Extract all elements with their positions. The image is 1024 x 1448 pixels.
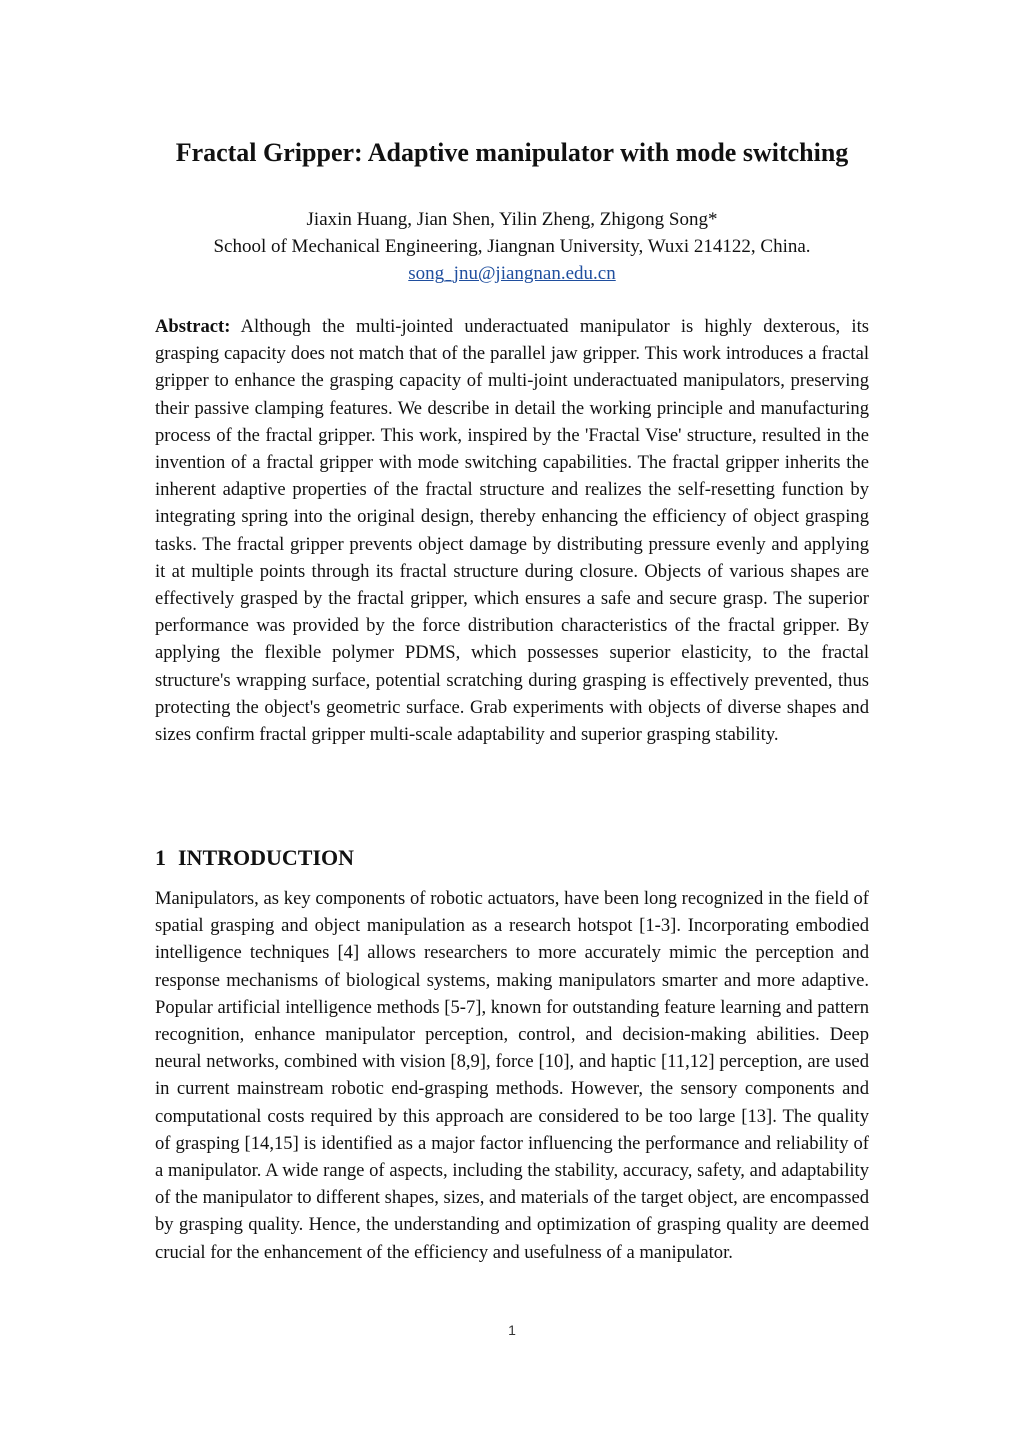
paper-title: Fractal Gripper: Adaptive manipulator with mode switching [175, 138, 849, 167]
page-number: 1 [508, 1322, 516, 1338]
email-link[interactable]: song_jnu@jiangnan.edu.cn [408, 263, 616, 284]
author-affiliation: School of Mechanical Engineering, Jiangnan University, Wuxi 214122, China. [213, 236, 811, 257]
abstract [155, 313, 869, 748]
section-heading-introduction [155, 843, 354, 873]
abstract-label: Abstract: [155, 316, 231, 337]
section-number: 1 [155, 845, 166, 870]
section-title: INTRODUCTION [178, 845, 355, 870]
abstract-text: Although the multi-jointed underactuated manipulator is highly dexterous, its grasping capacity does not match that of the parallel jaw gripper. This work introduces a fractal gripper to enhance the grasping capacity of multi-joint underactuated manipulators, preserving their passive clamping features. We describe in detail the working principle and manufacturing process of the fractal gripper. This work, inspired by the 'Fractal Vise' structure, resulted in the invention of a fractal gripper with mode switching capabilities. The fractal gripper inherits the inherent adaptive properties of the fractal structure and realizes the self-resetting function by integrating spring into the original design, thereby enhancing the efficiency of object grasping tasks. The fractal gripper prevents object damage by distributing pressure evenly and applying it at multiple points through its fractal structure during closure. Objects of various shapes are effectively grasped by the fractal gripper, which ensures a safe and secure grasp. The superior performance was provided by the force distribution characteristics of the fractal gripper. By applying the flexible polymer PDMS, which possesses superior elasticity, to the fractal structure's wrapping surface, potential scratching during grasping is effectively prevented, thus protecting the object's geometric surface. Grab experiments with objects of diverse shapes and sizes confirm fractal gripper multi-scale adaptability and superior grasping stability. [155, 316, 869, 746]
contact-email [0, 261, 1024, 287]
introduction-paragraph: Manipulators, as key components of robotic actuators, have been long recognized in the field of spatial grasping and object manipulation as a research hotspot [1-3]. Incorporating embodied intelligence techniques [4] allows researchers to more accurately mimic the perception and response mechanisms of biological systems, making manipulators smarter and more adaptive. Popular artificial intelligence methods [5-7], known for outstanding feature learning and pattern recognition, enhance manipulator perception, control, and decision-making abilities. Deep neural networks, combined with vision [8,9], force [10], and haptic [11,12] perception, are used in current mainstream robotic end-grasping methods. However, the sensory components and computational costs required by this approach are considered to be too large [13]. The quality of grasping [14,15] is identified as a major factor influencing the performance and reliability of a manipulator. A wide range of aspects, including the stability, accuracy, safety, and adaptability of the manipulator to different shapes, sizes, and materials of the target object, are encompassed by grasping quality. Hence, the understanding and optimization of grasping quality are deemed crucial for the enhancement of the efficiency and usefulness of a manipulator. [155, 888, 869, 1263]
author-list: Jiaxin Huang, Jian Shen, Yilin Zheng, Zhigong Song* [306, 209, 718, 230]
